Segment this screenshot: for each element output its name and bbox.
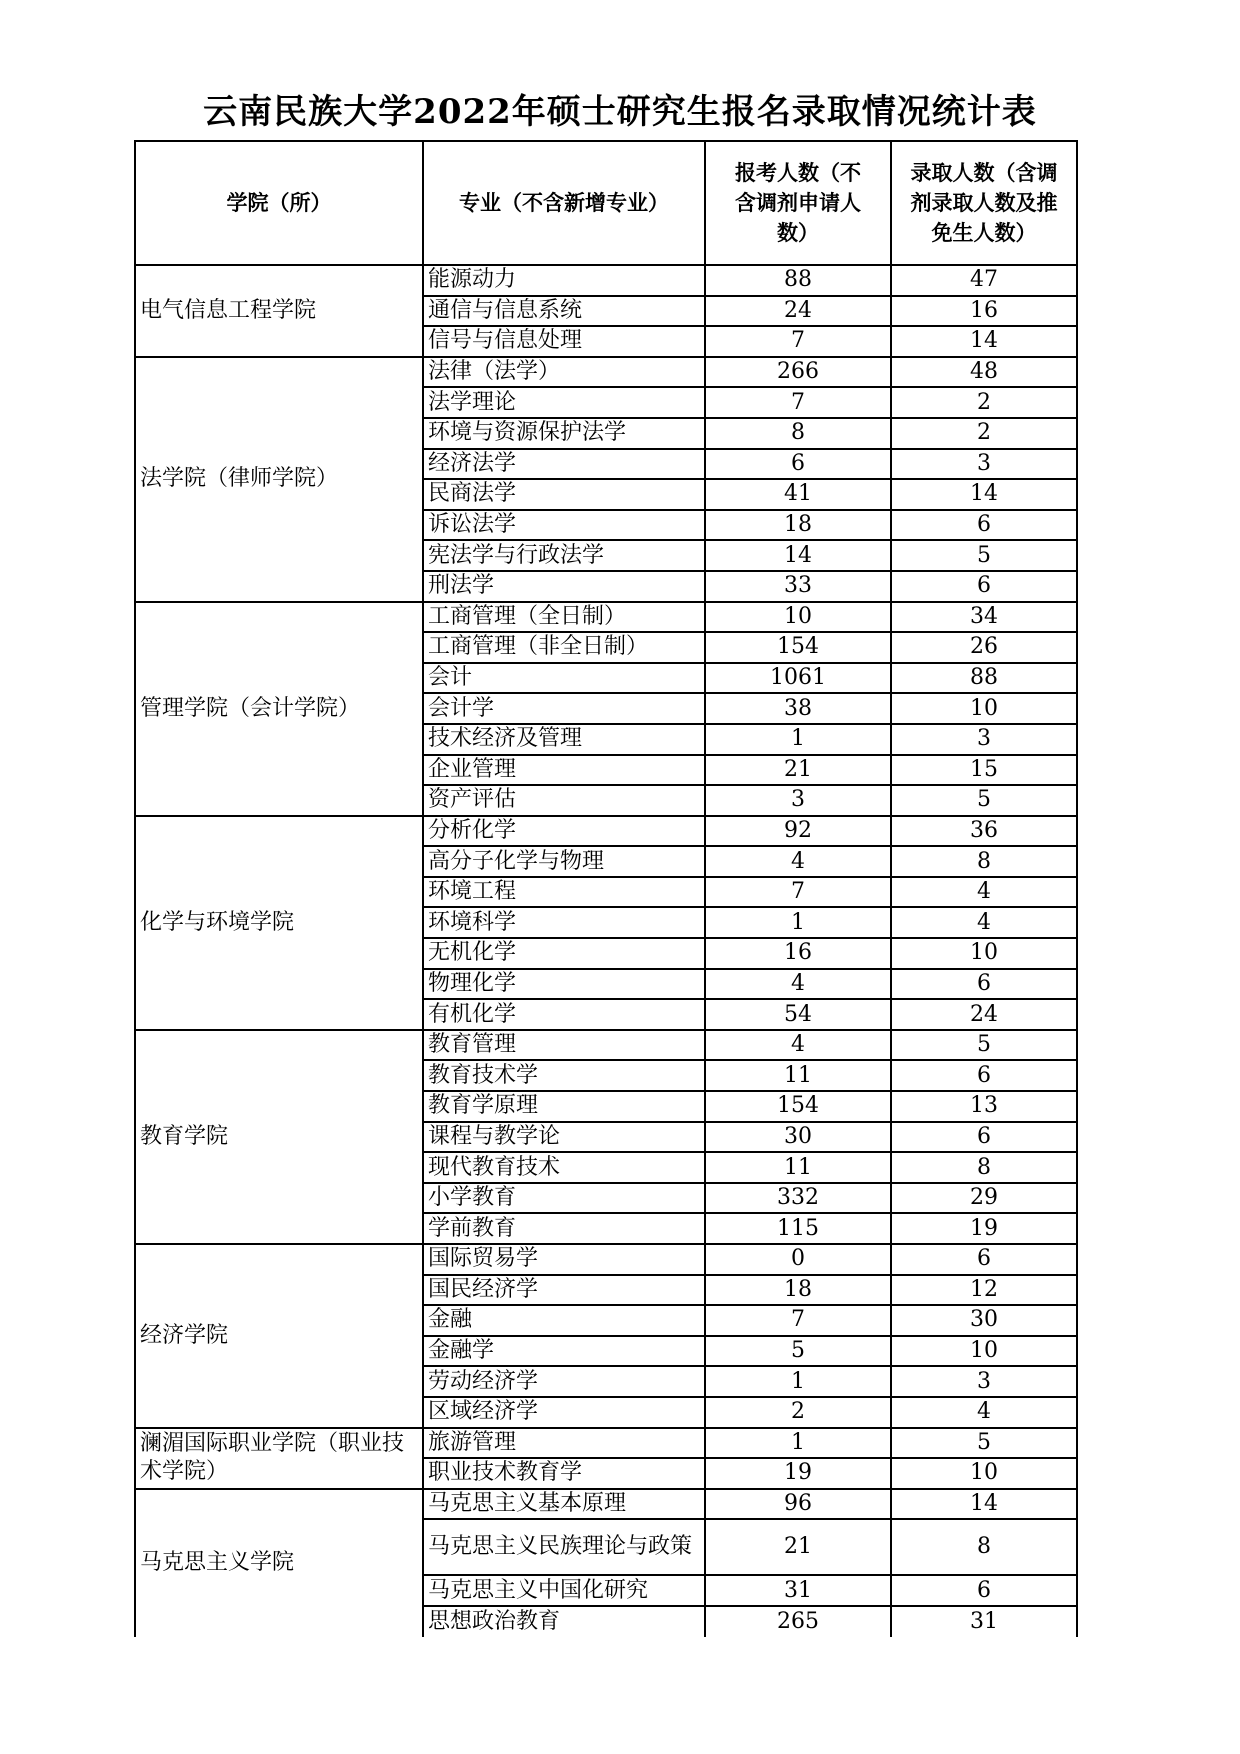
major-cell: 分析化学: [423, 816, 705, 847]
applicants-cell: 88: [705, 265, 891, 296]
admitted-cell: 29: [891, 1183, 1077, 1214]
admitted-cell: 13: [891, 1091, 1077, 1122]
admitted-cell: 14: [891, 1489, 1077, 1520]
major-cell: 民商法学: [423, 479, 705, 510]
applicants-cell: 31: [705, 1575, 891, 1606]
major-cell: 有机化学: [423, 999, 705, 1030]
college-cell: 电气信息工程学院: [135, 265, 423, 357]
table-row: [135, 357, 1077, 388]
applicants-cell: 1: [705, 1366, 891, 1397]
admitted-cell: 88: [891, 663, 1077, 694]
major-cell: 国民经济学: [423, 1275, 705, 1306]
applicants-cell: 332: [705, 1183, 891, 1214]
admitted-cell: 10: [891, 693, 1077, 724]
admitted-cell: 12: [891, 1275, 1077, 1306]
admitted-cell: 5: [891, 785, 1077, 816]
applicants-cell: 41: [705, 479, 891, 510]
header-admitted: 录取人数（含调剂录取人数及推免生人数）: [891, 141, 1077, 265]
applicants-cell: 265: [705, 1606, 891, 1637]
table-row: [135, 602, 1077, 633]
major-cell: 环境科学: [423, 907, 705, 938]
major-cell: 法学理论: [423, 387, 705, 418]
applicants-cell: 54: [705, 999, 891, 1030]
major-cell: 金融学: [423, 1336, 705, 1367]
major-cell: 教育管理: [423, 1030, 705, 1061]
admitted-cell: 3: [891, 724, 1077, 755]
major-cell: 会计: [423, 663, 705, 694]
admitted-cell: 36: [891, 816, 1077, 847]
admitted-cell: 4: [891, 1397, 1077, 1428]
applicants-cell: 4: [705, 846, 891, 877]
applicants-cell: 21: [705, 1519, 891, 1575]
admitted-cell: 6: [891, 1122, 1077, 1153]
applicants-cell: 33: [705, 571, 891, 602]
applicants-cell: 5: [705, 1336, 891, 1367]
college-cell: 管理学院（会计学院）: [135, 602, 423, 816]
college-cell: 马克思主义学院: [135, 1489, 423, 1637]
admission-stats-table: [134, 140, 1078, 1637]
applicants-cell: 1: [705, 907, 891, 938]
admitted-cell: 6: [891, 571, 1077, 602]
admitted-cell: 2: [891, 418, 1077, 449]
applicants-cell: 18: [705, 1275, 891, 1306]
applicants-cell: 7: [705, 387, 891, 418]
table-row: [135, 265, 1077, 296]
major-cell: 法律（法学）: [423, 357, 705, 388]
admitted-cell: 5: [891, 1030, 1077, 1061]
applicants-cell: 38: [705, 693, 891, 724]
major-cell: 职业技术教育学: [423, 1458, 705, 1489]
admitted-cell: 6: [891, 510, 1077, 541]
applicants-cell: 1: [705, 1428, 891, 1459]
admitted-cell: 3: [891, 1366, 1077, 1397]
major-cell: 学前教育: [423, 1213, 705, 1244]
admitted-cell: 5: [891, 540, 1077, 571]
applicants-cell: 16: [705, 938, 891, 969]
admitted-cell: 16: [891, 296, 1077, 327]
applicants-cell: 154: [705, 632, 891, 663]
table-row: [135, 1244, 1077, 1275]
major-cell: 工商管理（全日制）: [423, 602, 705, 633]
major-cell: 物理化学: [423, 969, 705, 1000]
header-college: 学院（所）: [135, 141, 423, 265]
admitted-cell: 6: [891, 1575, 1077, 1606]
admitted-cell: 48: [891, 357, 1077, 388]
major-cell: 马克思主义中国化研究: [423, 1575, 705, 1606]
applicants-cell: 0: [705, 1244, 891, 1275]
major-cell: 小学教育: [423, 1183, 705, 1214]
major-cell: 现代教育技术: [423, 1152, 705, 1183]
admitted-cell: 4: [891, 907, 1077, 938]
admitted-cell: 4: [891, 877, 1077, 908]
admitted-cell: 30: [891, 1305, 1077, 1336]
college-cell: 化学与环境学院: [135, 816, 423, 1030]
admitted-cell: 31: [891, 1606, 1077, 1637]
admitted-cell: 5: [891, 1428, 1077, 1459]
admitted-cell: 26: [891, 632, 1077, 663]
applicants-cell: 24: [705, 296, 891, 327]
major-cell: 会计学: [423, 693, 705, 724]
applicants-cell: 21: [705, 755, 891, 786]
major-cell: 高分子化学与物理: [423, 846, 705, 877]
applicants-cell: 6: [705, 449, 891, 480]
major-cell: 诉讼法学: [423, 510, 705, 541]
table-row: [135, 1030, 1077, 1061]
major-cell: 经济法学: [423, 449, 705, 480]
table-row: [135, 816, 1077, 847]
major-cell: 刑法学: [423, 571, 705, 602]
major-cell: 马克思主义民族理论与政策: [423, 1519, 705, 1575]
college-cell: 法学院（律师学院）: [135, 357, 423, 602]
college-cell: 经济学院: [135, 1244, 423, 1428]
admitted-cell: 8: [891, 1152, 1077, 1183]
applicants-cell: 7: [705, 877, 891, 908]
admitted-cell: 47: [891, 265, 1077, 296]
applicants-cell: 92: [705, 816, 891, 847]
major-cell: 环境工程: [423, 877, 705, 908]
applicants-cell: 2: [705, 1397, 891, 1428]
applicants-cell: 3: [705, 785, 891, 816]
admitted-cell: 6: [891, 969, 1077, 1000]
table-row: [135, 1489, 1077, 1520]
table-row: [135, 1428, 1077, 1459]
admitted-cell: 14: [891, 479, 1077, 510]
applicants-cell: 8: [705, 418, 891, 449]
major-cell: 课程与教学论: [423, 1122, 705, 1153]
admitted-cell: 24: [891, 999, 1077, 1030]
applicants-cell: 18: [705, 510, 891, 541]
applicants-cell: 115: [705, 1213, 891, 1244]
major-cell: 工商管理（非全日制）: [423, 632, 705, 663]
major-cell: 旅游管理: [423, 1428, 705, 1459]
page-title: 云南民族大学2022年硕士研究生报名录取情况统计表: [203, 92, 1037, 132]
major-cell: 企业管理: [423, 755, 705, 786]
applicants-cell: 96: [705, 1489, 891, 1520]
admitted-cell: 8: [891, 846, 1077, 877]
admitted-cell: 19: [891, 1213, 1077, 1244]
applicants-cell: 7: [705, 326, 891, 357]
applicants-cell: 4: [705, 1030, 891, 1061]
admitted-cell: 10: [891, 938, 1077, 969]
major-cell: 能源动力: [423, 265, 705, 296]
applicants-cell: 1061: [705, 663, 891, 694]
admitted-cell: 8: [891, 1519, 1077, 1575]
applicants-cell: 11: [705, 1152, 891, 1183]
header-row: [135, 141, 1077, 265]
major-cell: 马克思主义基本原理: [423, 1489, 705, 1520]
major-cell: 劳动经济学: [423, 1366, 705, 1397]
applicants-cell: 11: [705, 1060, 891, 1091]
table-body: [135, 265, 1077, 1637]
major-cell: 资产评估: [423, 785, 705, 816]
admitted-cell: 10: [891, 1458, 1077, 1489]
admitted-cell: 6: [891, 1060, 1077, 1091]
admitted-cell: 6: [891, 1244, 1077, 1275]
applicants-cell: 14: [705, 540, 891, 571]
college-cell: 澜湄国际职业学院（职业技术学院）: [135, 1428, 423, 1489]
admitted-cell: 3: [891, 449, 1077, 480]
applicants-cell: 266: [705, 357, 891, 388]
applicants-cell: 30: [705, 1122, 891, 1153]
major-cell: 思想政治教育: [423, 1606, 705, 1637]
major-cell: 宪法学与行政法学: [423, 540, 705, 571]
major-cell: 教育技术学: [423, 1060, 705, 1091]
major-cell: 环境与资源保护法学: [423, 418, 705, 449]
major-cell: 信号与信息处理: [423, 326, 705, 357]
header-applicants: 报考人数（不含调剂申请人数）: [705, 141, 891, 265]
header-major: 专业（不含新增专业）: [423, 141, 705, 265]
major-cell: 国际贸易学: [423, 1244, 705, 1275]
applicants-cell: 4: [705, 969, 891, 1000]
applicants-cell: 154: [705, 1091, 891, 1122]
college-cell: 教育学院: [135, 1030, 423, 1244]
admitted-cell: 14: [891, 326, 1077, 357]
major-cell: 金融: [423, 1305, 705, 1336]
major-cell: 无机化学: [423, 938, 705, 969]
admitted-cell: 10: [891, 1336, 1077, 1367]
applicants-cell: 19: [705, 1458, 891, 1489]
admitted-cell: 2: [891, 387, 1077, 418]
major-cell: 教育学原理: [423, 1091, 705, 1122]
admitted-cell: 15: [891, 755, 1077, 786]
admitted-cell: 34: [891, 602, 1077, 633]
applicants-cell: 1: [705, 724, 891, 755]
major-cell: 通信与信息系统: [423, 296, 705, 327]
applicants-cell: 10: [705, 602, 891, 633]
major-cell: 技术经济及管理: [423, 724, 705, 755]
major-cell: 区域经济学: [423, 1397, 705, 1428]
applicants-cell: 7: [705, 1305, 891, 1336]
